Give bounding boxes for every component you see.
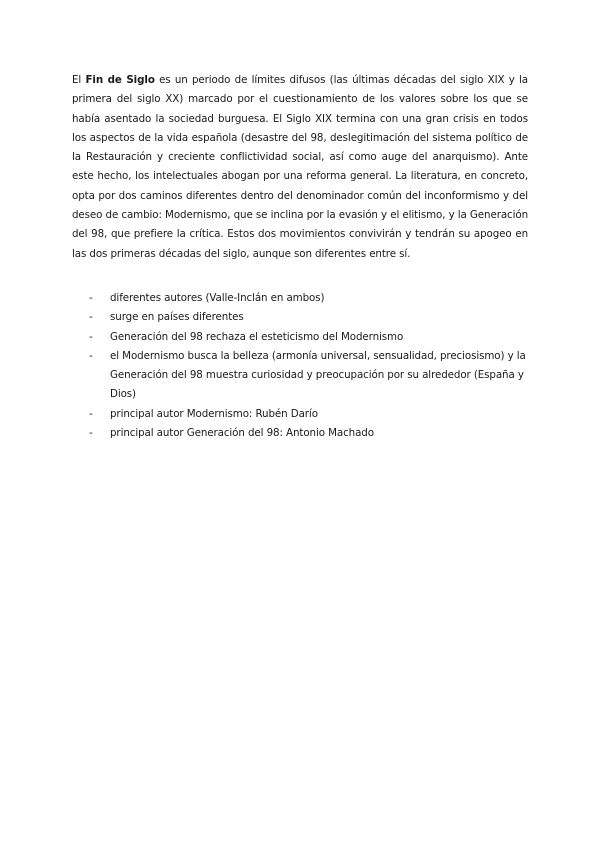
list-item-text: diferentes autores (Valle-Inclán en ambos) [110,292,325,304]
list-item-text: surge en países diferentes [110,311,244,324]
bullet-dash: - [89,407,93,420]
bullet-dash: - [89,349,93,362]
bullet-dash: - [89,427,93,440]
list-item [89,328,534,347]
list-item-text: principal autor Modernismo: Rubén Darío [110,407,318,420]
list-item-text: Generación del 98 rechaza el esteticismo del Modernismo [110,330,404,343]
list-item-text: principal autor Generación del 98: Antonio Machado [110,427,374,440]
list-item [89,347,534,405]
intro-prefix: El [72,74,86,86]
comparison-list [89,289,534,443]
list-item [89,308,534,327]
bullet-dash: - [89,311,93,324]
bullet-dash: - [89,330,93,343]
intro-body: es un periodo de límites difusos (las últimas décadas del siglo XIX y la primera del siglo XX) marcado por el cuestionamiento de los valores sobre los que se había asentado la sociedad burguesa. El Siglo XIX termina con una gran crisis en todos los aspectos de la vida española (desastre del 98, deslegitimación del sistema político de la Restauración y creciente conflictividad social, así como auge del anarquismo). Ante este hecho, los intelectuales abogan por una reforma general. La literatura, en concreto, opta por dos caminos diferentes dentro del denominador común del inconformismo y del deseo de cambio: Modernismo, que se inclina por la evasión y el elitismo, y la Generación del 98, que prefiere la crítica. Estos dos movimientos convivirán y tendrán su apogeo en las dos primeras décadas del siglo, aunque son diferentes entre sí. [72,74,529,260]
bullet-dash: - [89,292,93,304]
list-item [89,424,534,443]
fin-de-siglo-term: Fin de Siglo [85,74,155,86]
list-item-text: el Modernismo busca la belleza (armonía universal, sensualidad, preciosismo) y la Generación del 98 muestra curiosidad y preocupación por su alrededor (España y Dios) [110,349,526,401]
list-item [89,405,534,424]
intro-paragraph [72,71,528,264]
list-item [89,289,534,308]
